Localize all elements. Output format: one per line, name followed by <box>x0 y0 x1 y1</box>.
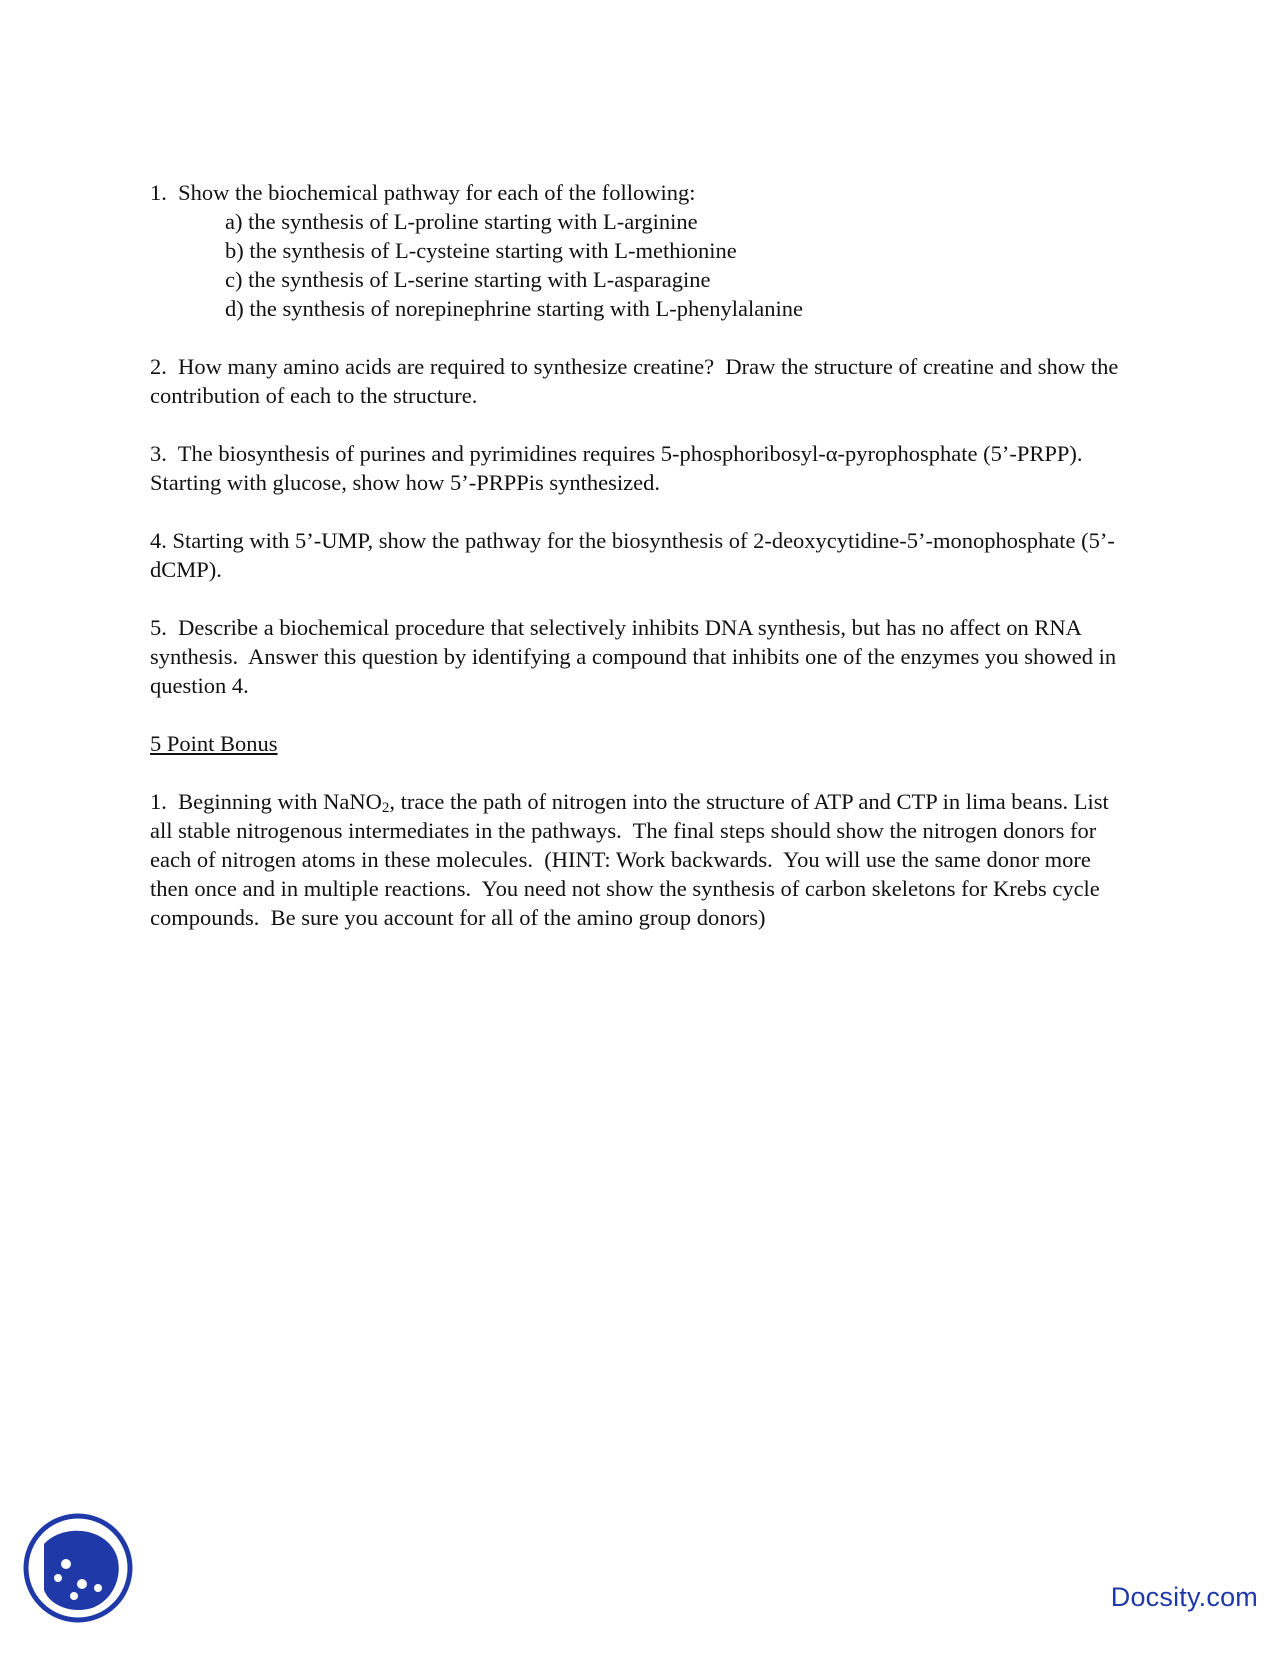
question-2: 2. How many amino acids are required to synthesize creatine? Draw the structure of creatine and show the contribution of each to the structure. <box>150 354 1125 408</box>
bonus-text-part-1: 1. Beginning with NaNO <box>150 789 382 814</box>
question-1 <box>150 178 1130 323</box>
question-1-item-b: b) the synthesis of L-cysteine starting with L-methionine <box>225 238 737 263</box>
question-1-item-a: a) the synthesis of L-proline starting with L-arginine <box>225 209 698 234</box>
document-body <box>150 178 1130 932</box>
docsity-logo-icon[interactable] <box>22 1512 134 1624</box>
docsity-brand-link[interactable]: Docsity.com <box>1110 1582 1258 1612</box>
question-4: 4. Starting with 5’-UMP, show the pathway for the biosynthesis of 2-deoxycytidine-5’-monophosphate (5’-dCMP). <box>150 528 1115 582</box>
question-1-subitems <box>150 207 1130 323</box>
question-1-item-c: c) the synthesis of L-serine starting with L-asparagine <box>225 267 711 292</box>
question-5: 5. Describe a biochemical procedure that selectively inhibits DNA synthesis, but has no affect on RNA synthesis. Answer this question by identifying a compound that inhibits one of the enzymes you showed in question 4. <box>150 615 1122 698</box>
bonus-subscript: 2 <box>381 800 390 816</box>
question-1-item-d: d) the synthesis of norepinephrine starting with L-phenylalanine <box>225 296 803 321</box>
bonus-question-1 <box>150 787 1130 932</box>
question-3: 3. The biosynthesis of purines and pyrimidines requires 5-phosphoribosyl-α-pyrophosphate (5’-PRPP). Starting with glucose, show how 5’-PRPPis synthesized. <box>150 441 1094 495</box>
bonus-text-part-2: , trace the path of nitrogen into the structure of ATP and CTP in lima beans. List all stable nitrogenous intermediates in the pathways. The final steps should show the nitrogen donors for each of nitrogen atoms in these molecules. (HINT: Work backwards. You will use the same donor more then once and in multiple reactions. You need not show the synthesis of carbon skeletons for Krebs cycle compounds. Be sure you account for all of the amino group donors) <box>150 789 1115 930</box>
bonus-heading: 5 Point Bonus <box>150 731 278 756</box>
question-1-intro: 1. Show the biochemical pathway for each of the following: <box>150 180 696 205</box>
